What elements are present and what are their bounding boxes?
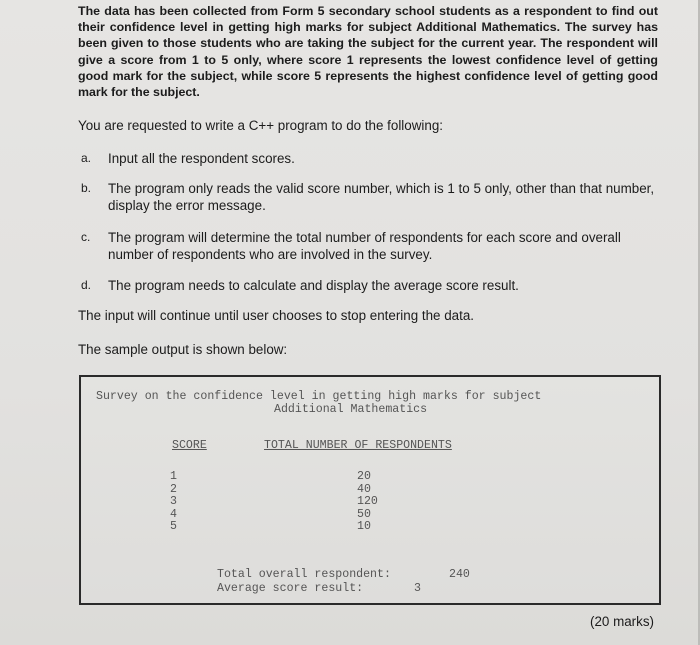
average-score-value: 3 bbox=[414, 582, 421, 595]
total-respondent-value: 240 bbox=[449, 568, 470, 581]
respondent-count: 50 bbox=[357, 507, 371, 521]
respondents-column-header: TOTAL NUMBER OF RESPONDENTS bbox=[264, 439, 452, 452]
sample-note: The sample output is shown below: bbox=[78, 342, 288, 357]
respondent-count: 120 bbox=[357, 495, 378, 509]
continue-note: The input will continue until user chooses to stop entering the data. bbox=[78, 308, 475, 323]
score-value: 2 bbox=[170, 482, 177, 496]
respondent-count: 20 bbox=[357, 470, 371, 483]
score-value: 4 bbox=[170, 507, 177, 521]
task-letter: a. bbox=[81, 151, 92, 165]
average-score-label: Average score result: bbox=[217, 582, 364, 595]
request-text: You are requested to write a C++ program to do the following: bbox=[78, 118, 443, 133]
total-respondent-label: Total overall respondent: bbox=[217, 568, 391, 581]
score-value: 3 bbox=[170, 495, 177, 509]
score-value: 5 bbox=[170, 520, 177, 534]
respondent-count: 40 bbox=[357, 482, 371, 496]
respondent-count-list bbox=[357, 471, 378, 534]
score-value: 1 bbox=[170, 470, 177, 483]
output-title-line1: Survey on the confidence level in getting high marks for subject bbox=[96, 390, 542, 403]
task-text: The program only reads the valid score number, which is 1 to 5 only, other than that number, display the error message. bbox=[108, 181, 655, 213]
score-list bbox=[170, 471, 177, 534]
score-column-header: SCORE bbox=[172, 439, 207, 452]
output-title-line2: Additional Mathematics bbox=[274, 403, 428, 416]
task-text: Input all the respondent scores. bbox=[108, 151, 295, 166]
intro-paragraph: The data has been collected from Form 5 secondary school students as a respondent to find out their confidence level in getting high marks for subject Additional Mathematics. The survey has been given to those students who are taking the subject for the current year. The respondent will give a score from 1 to 5 only, where score 1 represents the lowest confidence level of getting good mark for the subject, while score 5 represents the highest confidence level of getting good mark for the subject. bbox=[78, 4, 658, 100]
task-text: The program will determine the total number of respondents for each score and overall number of respondents who are involved in the survey. bbox=[108, 230, 621, 262]
respondent-count: 10 bbox=[357, 520, 371, 534]
task-letter: d. bbox=[81, 278, 92, 292]
task-letter: c. bbox=[81, 230, 91, 244]
task-text: The program needs to calculate and display the average score result. bbox=[108, 278, 519, 293]
sample-output-box bbox=[79, 375, 661, 605]
task-letter: b. bbox=[81, 181, 92, 195]
marks-label: (20 marks) bbox=[590, 614, 654, 629]
